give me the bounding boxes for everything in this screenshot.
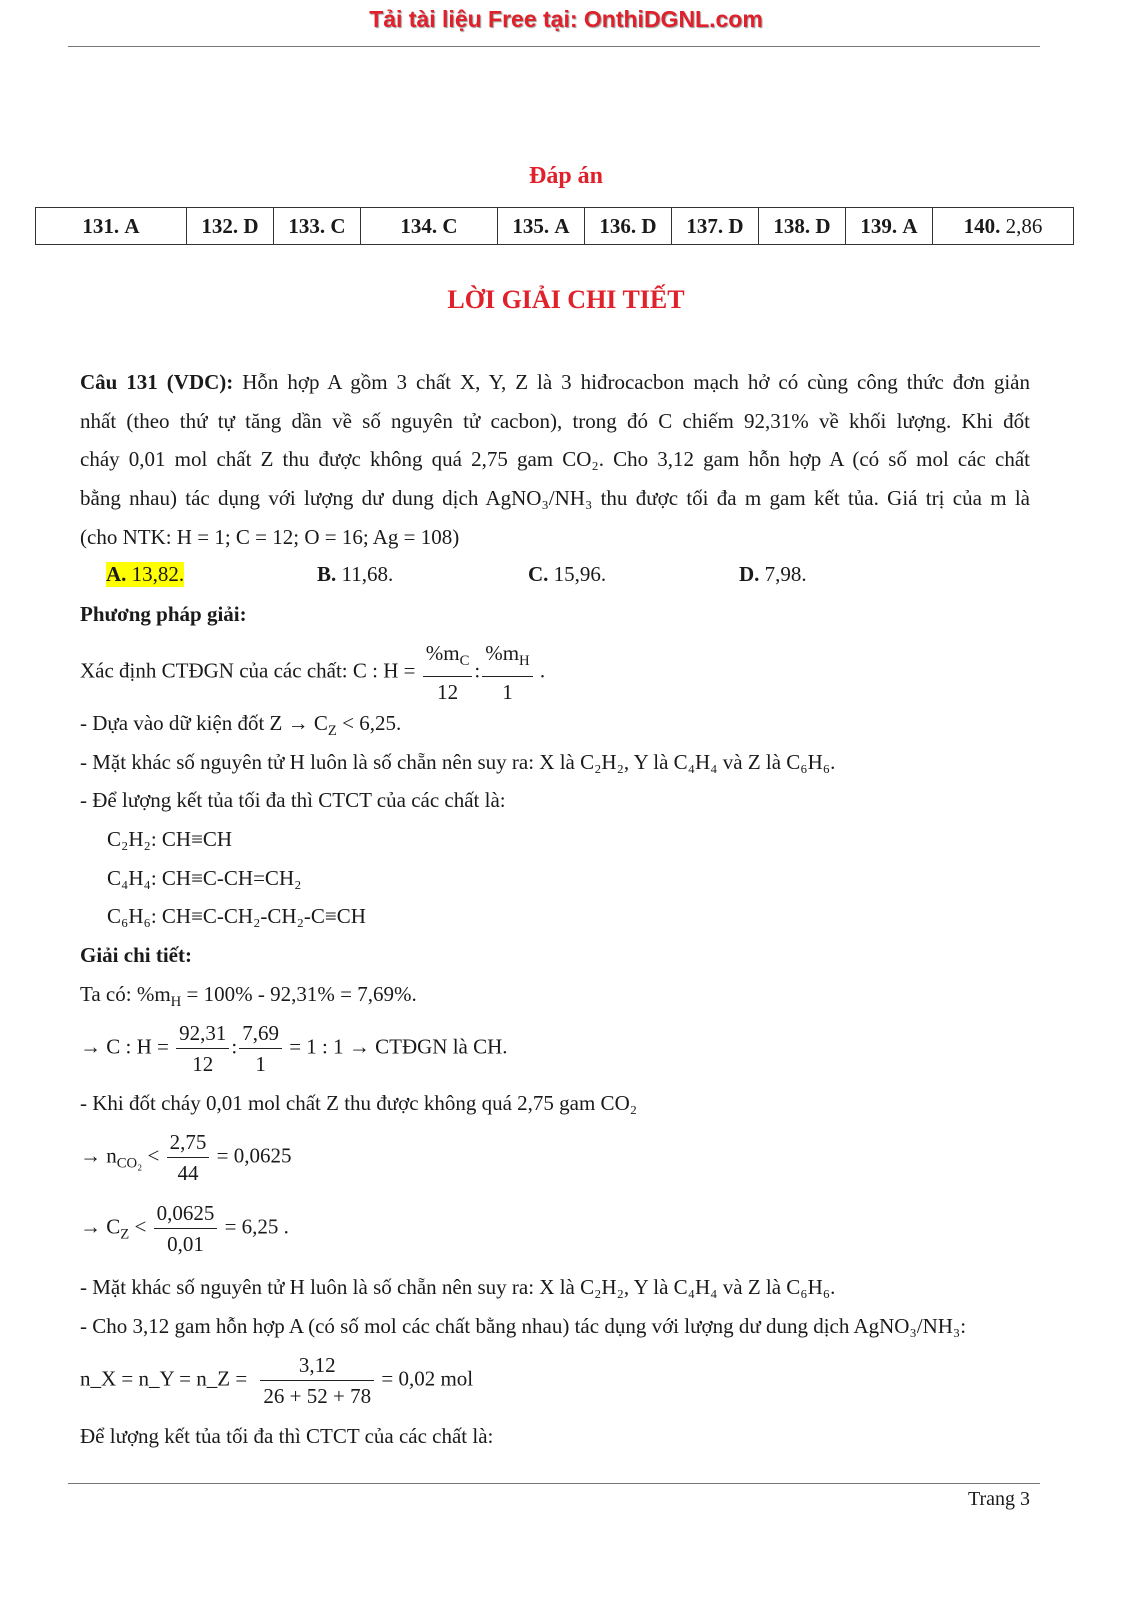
structure-line: C₄H₄: CH≡C-CH=CH₂	[107, 866, 302, 890]
detail-line: - Mặt khác số nguyên tử H luôn là số chẵn nên suy ra: X là C₂H₂, Y là C₄H₄ và Z là C₆H₆.	[80, 1275, 836, 1299]
detail-title: Giải chi tiết:	[80, 943, 192, 967]
option-b: B. 11,68.	[317, 562, 394, 586]
option-c: C. 15,96.	[528, 562, 607, 586]
ratio-formula: → C : H = $\frac{92,31}{12}$ : $\frac{7,69}{1}$ = 1 : 1 → CTĐGN là CH.	[80, 1018, 508, 1079]
solution-title: LỜI GIẢI CHI TIẾT	[447, 285, 685, 314]
structure-line: C₂H₂: CH≡CH	[107, 827, 233, 851]
option-d: D. 7,98.	[739, 562, 807, 586]
answer-cell: 135. A	[498, 208, 585, 245]
question-line: (cho NTK: H = 1; C = 12; O = 16; Ag = 108)	[80, 525, 460, 549]
answer-table	[35, 207, 1074, 245]
nco2-formula: → $n_{CO_2}$ < $\frac{2,75}{44}$ = 0,0625	[80, 1127, 291, 1188]
question-line: bằng nhau) tác dụng với lượng dư dung dịch AgNO₃/NH₃ thu được tối đa m gam kết tủa. Giá trị của m là	[80, 486, 1030, 510]
method-bullet: - Để lượng kết tủa tối đa thì CTCT của các chất là:	[80, 788, 506, 812]
detail-line: Ta có: $\%m_H = 100\% - 92,31\% = 7,69\%$.	[80, 982, 417, 1011]
answer-cell: 133. C	[274, 208, 361, 245]
method-title: Phương pháp giải:	[80, 602, 247, 626]
mol-formula: n_X = n_Y = n_Z = $\frac{3,12}{26 + 52 + 78}$ = 0,02 mol	[80, 1350, 473, 1411]
question-line: nhất (theo thứ tự tăng dần về số nguyên tử cacbon), trong đó C chiếm 92,31% về khối lượng. Khi đốt	[80, 409, 1030, 433]
option-a: A. 13,82.	[106, 562, 185, 586]
answer-cell: 134. C	[361, 208, 498, 245]
page-number: Trang 3	[967, 1488, 1030, 1510]
answer-cell: 139. A	[846, 208, 933, 245]
footer-divider	[68, 1483, 1040, 1484]
question-line: cháy 0,01 mol chất Z thu được không quá 2,75 gam CO₂. Cho 3,12 gam hỗn hợp A (có số mol các chất	[80, 447, 1030, 471]
table-row	[36, 208, 1074, 245]
question-label: Câu 131 (VDC):	[80, 370, 234, 394]
answer-cell: 136. D	[585, 208, 672, 245]
answer-cell: 132. D	[187, 208, 274, 245]
answer-cell: 137. D	[672, 208, 759, 245]
answer-cell: 140. 2,86	[933, 208, 1074, 245]
header-link[interactable]: Tải tài liệu Free tại: OnthiDGNL.com	[369, 6, 763, 32]
header-divider	[68, 46, 1040, 47]
answer-cell: 138. D	[759, 208, 846, 245]
ctdgn-formula: Xác định CTĐGN của các chất: C : H = $\frac{\%m_C}{12}$ : $\frac{\%m_H}{1}$ .	[80, 638, 545, 707]
detail-line: Để lượng kết tủa tối đa thì CTCT của các chất là:	[80, 1424, 494, 1448]
answer-key-title: Đáp án	[528, 163, 604, 189]
structure-line: C₆H₆: CH≡C-CH₂-CH₂-C≡CH	[107, 904, 366, 928]
cz-formula: → $C_Z$ < $\frac{0,0625}{0,01}$ = 6,25 .	[80, 1198, 289, 1259]
method-bullet: - Dựa vào dữ kiện đốt $Z \to C_Z < 6,25$.	[80, 711, 402, 740]
answer-cell: 131. A	[36, 208, 187, 245]
detail-line: - Cho 3,12 gam hỗn hợp A (có số mol các chất bằng nhau) tác dụng với lượng dư dung dịch AgNO₃/NH₃:	[80, 1314, 967, 1338]
detail-line: - Khi đốt cháy 0,01 mol chất Z thu được không quá 2,75 gam CO₂	[80, 1091, 638, 1115]
method-bullet: - Mặt khác số nguyên tử H luôn là số chẵn nên suy ra: X là C₂H₂, Y là C₄H₄ và Z là C₆H₆.	[80, 750, 836, 774]
question-line: Câu 131 (VDC): Hỗn hợp A gồm 3 chất X, Y, Z là 3 hiđrocacbon mạch hở có cùng công thức đơn giản	[80, 370, 1031, 394]
